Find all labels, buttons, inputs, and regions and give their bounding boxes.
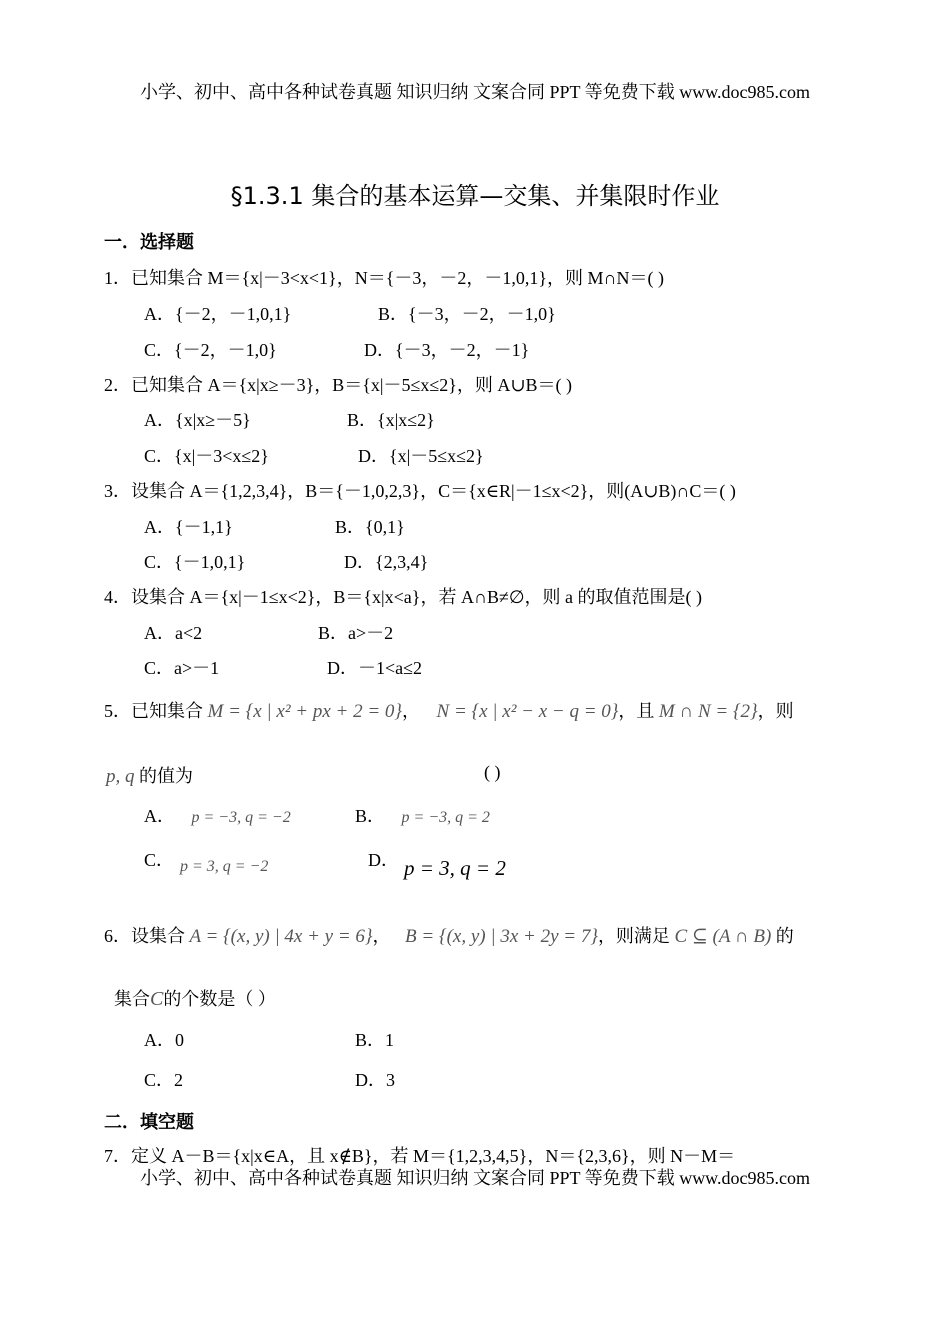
q5-option-d-label: D．	[368, 850, 399, 870]
q2-option-c: C．{x|－3<x≤2}	[144, 446, 269, 466]
q6-line2-suffix: 的个数是（ ）	[163, 989, 276, 1009]
section-fill-blank: 二．填空题	[104, 1112, 194, 1133]
q5-pq: p, q	[106, 766, 135, 787]
q5-option-b	[355, 802, 490, 828]
question-5-line2	[106, 762, 193, 788]
section-choice: 一．选择题	[104, 232, 194, 253]
question-2: 2．已知集合 A＝{x|x≥－3}，B＝{x|－5≤x≤2}，则 A∪B＝( )	[104, 375, 572, 395]
q4-option-a: A．a<2	[144, 623, 203, 643]
q6-option-d: D．3	[355, 1070, 395, 1090]
q5-option-b-label: B．	[355, 806, 386, 826]
q6-mid: ，则满足	[597, 926, 670, 946]
question-7: 7．定义 A－B＝{x|x∈A，且 x∉B}，若 M＝{1,2,3,4,5}，N＝{2,3,6}，则 N－M＝	[104, 1146, 736, 1166]
q5-set-m: M = {x | x² + px + 2 = 0}	[207, 701, 403, 722]
q1-option-b: B．{－3，－2，－1,0}	[378, 304, 556, 324]
question-4: 4．设集合 A＝{x|－1≤x<2}，B＝{x|x<a}，若 A∩B≠∅，则 a 的取值范围是( )	[104, 587, 702, 607]
q5-option-b-math: p = −3, q = 2	[401, 809, 490, 826]
q5-set-n: N = {x | x² − x − q = 0}	[436, 701, 619, 722]
q6-set-a: A = {(x, y) | 4x + y = 6}	[189, 926, 373, 947]
q1-option-a: A．{－2，－1,0,1}	[144, 304, 292, 324]
q5-option-a-math: p = −3, q = −2	[191, 809, 291, 826]
question-3: 3．设集合 A＝{1,2,3,4}，B＝{－1,0,2,3}，C＝{x∈R|－1≤x<2}，则(A∪B)∩C＝( )	[104, 481, 736, 501]
q6-prefix: 6．设集合	[104, 926, 185, 946]
q5-answer-paren: ( )	[484, 762, 501, 782]
q4-option-b: B．a>－2	[318, 623, 394, 643]
page-header: 小学、初中、高中各种试卷真题 知识归纳 文案合同 PPT 等免费下载 www.doc985.com	[140, 82, 810, 102]
q5-mid: ，且	[618, 701, 655, 721]
q2-option-a: A．{x|x≥－5}	[144, 410, 251, 430]
q5-option-c-label: C．	[144, 850, 175, 870]
q6-option-c: C．2	[144, 1070, 184, 1090]
page-footer: 小学、初中、高中各种试卷真题 知识归纳 文案合同 PPT 等免费下载 www.doc985.com	[140, 1168, 810, 1188]
q1-option-d: D．{－3，－2，－1}	[364, 340, 530, 360]
q2-option-b: B．{x|x≤2}	[347, 410, 435, 430]
question-6-line2	[114, 985, 276, 1011]
q3-option-b: B．{0,1}	[335, 517, 405, 537]
q1-option-c: C．{－2，－1,0}	[144, 340, 277, 360]
q5-value-text: 的值为	[139, 766, 193, 786]
q2-option-d: D．{x|－5≤x≤2}	[358, 446, 484, 466]
question-6	[104, 922, 794, 948]
q3-option-a: A．{－1,1}	[144, 517, 233, 537]
q5-prefix: 5．已知集合	[104, 701, 203, 721]
q4-option-c: C．a>－1	[144, 658, 220, 678]
q6-option-a: A．0	[144, 1030, 184, 1050]
q6-set-b: B = {(x, y) | 3x + 2y = 7}	[405, 926, 598, 947]
q6-end: 的	[775, 926, 794, 946]
q5-condition: M ∩ N = {2}	[658, 701, 758, 722]
q6-set-c: C	[150, 988, 164, 1010]
question-5	[104, 697, 794, 723]
q6-sep: ，	[372, 926, 391, 946]
page-title: §1.3.1 集合的基本运算—交集、并集限时作业	[230, 182, 720, 210]
q3-option-d: D．{2,3,4}	[344, 552, 429, 572]
q5-option-c-math: p = 3, q = −2	[180, 858, 269, 875]
question-1: 1．已知集合 M＝{x|－3<x<1}，N＝{－3，－2，－1,0,1}，则 M∩N＝( )	[104, 268, 664, 288]
q6-line2-prefix: 集合	[114, 989, 150, 1009]
q5-option-d-math: p = 3, q = 2	[404, 856, 506, 880]
q6-option-b: B．1	[355, 1030, 395, 1050]
q5-option-a-label: A．	[144, 806, 175, 826]
q5-end: ，则	[757, 701, 794, 721]
q3-option-c: C．{－1,0,1}	[144, 552, 246, 572]
q4-option-d: D．－1<a≤2	[327, 658, 423, 678]
q5-sep: ，	[402, 701, 421, 721]
q5-option-a	[144, 802, 291, 828]
q6-condition: C ⊆ (A ∩ B)	[674, 926, 772, 947]
